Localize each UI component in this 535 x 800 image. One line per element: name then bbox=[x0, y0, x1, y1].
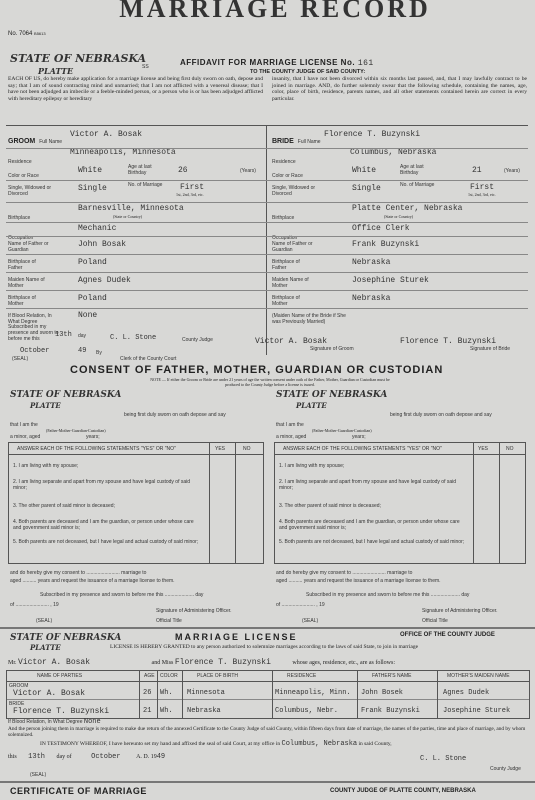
marriage-no-label: No. of Marriage bbox=[400, 182, 435, 188]
row-birth: Minnesota bbox=[187, 689, 225, 697]
row-color: Wh. bbox=[160, 689, 173, 697]
mother-label: Maiden Name of Mother bbox=[272, 277, 309, 289]
yes-header: YES bbox=[478, 446, 489, 452]
subscribed-day: 13th bbox=[55, 331, 72, 339]
birthplace-label: Birthplace bbox=[8, 215, 31, 221]
subscribed-text: Subscribed in my presence and sworn to before me this bbox=[8, 324, 59, 342]
of-text: of bbox=[276, 602, 281, 608]
column-divider bbox=[266, 125, 267, 355]
to-judge: TO THE COUNTY JUDGE OF SAID COUNTY: bbox=[250, 69, 366, 75]
groom-birthplace: Barnesville, Minnesota bbox=[78, 204, 184, 213]
relation-hint: (Father-Mother-Guardian-Custodian) bbox=[46, 428, 106, 433]
row-color: Wh. bbox=[160, 707, 173, 715]
ad-label: A. D. 19 bbox=[136, 754, 157, 760]
minor-aged: a minor, aged bbox=[10, 434, 41, 440]
judge-label: County Judge bbox=[182, 337, 213, 343]
col-color: COLOR bbox=[160, 673, 178, 679]
groom-color: White bbox=[78, 166, 103, 175]
status-label: Single, Widowed or Divorced bbox=[8, 185, 52, 197]
license-state-stamp: STATE OF NEBRASKA bbox=[10, 633, 122, 643]
years-label: (Years) bbox=[240, 168, 256, 174]
sig-groom-label: Signature of Groom bbox=[310, 346, 354, 352]
groom-mother-birthplace: Poland bbox=[78, 294, 107, 303]
sworn-text: being first duly sworn on oath depose and say bbox=[124, 412, 226, 418]
row-age: 26 bbox=[143, 689, 152, 697]
bride-residence: Columbus, Nebraska bbox=[350, 148, 437, 157]
statement-5: 5. Both parents are not deceased, but I have legal and actual custody of said minor; bbox=[13, 539, 199, 545]
license-blood bbox=[8, 719, 101, 725]
age-label: Age at last Birthday bbox=[128, 164, 152, 176]
consent-line: and do hereby give my consent to ........................ marriage to bbox=[276, 570, 413, 576]
mother-birthplace-label: Birthplace of Mother bbox=[8, 295, 36, 307]
testimony-text: IN TESTIMONY WHEREOF, I have hereunto set my hand and affixed the seal of said Court, at my office in bbox=[40, 741, 281, 747]
bride-age: 21 bbox=[472, 166, 482, 175]
bride-color: White bbox=[352, 166, 377, 175]
rule bbox=[6, 290, 528, 291]
license-number: 161 bbox=[357, 59, 374, 68]
full-name-label: Full Name bbox=[39, 139, 63, 145]
no-header: NO bbox=[506, 446, 514, 452]
father-label: Name of Father or Guardian bbox=[272, 241, 313, 253]
county-stamp: PLATTE bbox=[30, 401, 61, 410]
groom-age: 26 bbox=[178, 166, 188, 175]
affidavit-title bbox=[180, 58, 374, 68]
row-line bbox=[7, 699, 529, 700]
this-label: this bbox=[8, 754, 17, 760]
bride-label: BRIDE bbox=[272, 138, 294, 145]
col-line bbox=[182, 671, 183, 718]
rule bbox=[6, 254, 528, 255]
license-return: And the person joining them in marriage is required to make due return of the annexed Certificate to the County Judge of said County, within fifteen days from date of marriage, the names of the parties, time and place of marriage, and by whom solemnized. bbox=[8, 726, 526, 738]
license-office: OFFICE OF THE COUNTY JUDGE bbox=[400, 632, 495, 638]
day-of-label: day of bbox=[56, 754, 72, 760]
marriage-no-sub: 1st, 2nd, 3rd, etc. bbox=[468, 192, 496, 197]
state-stamp: STATE OF NEBRASKA bbox=[10, 52, 147, 65]
marriage-to: marriage to bbox=[387, 570, 413, 576]
seal: (SEAL) bbox=[302, 618, 319, 624]
license-seal: (SEAL) bbox=[30, 772, 47, 778]
subscribed-text: Subscribed in my presence and sworn to before me this bbox=[306, 592, 430, 598]
minor-aged: a minor, aged bbox=[276, 434, 307, 440]
form-code: B5613 bbox=[34, 31, 46, 36]
form-number bbox=[8, 30, 46, 38]
affidavit-title-text: AFFIDAVIT FOR MARRIAGE LICENSE No. bbox=[180, 58, 356, 67]
consent-title: CONSENT OF FATHER, MOTHER, GUARDIAN OR CUSTODIAN bbox=[70, 364, 444, 376]
blood-value: None bbox=[83, 718, 101, 726]
license-table bbox=[6, 670, 530, 719]
rule bbox=[6, 180, 528, 181]
years-text: years; bbox=[352, 434, 366, 440]
official-title: Official Title bbox=[156, 618, 182, 624]
marriage-no-sub: 1st, 2nd, 3rd, etc. bbox=[176, 192, 204, 197]
row-name: Victor A. Bosak bbox=[13, 689, 86, 698]
row-birth: Nebraska bbox=[187, 707, 221, 715]
license-divider bbox=[0, 627, 535, 629]
aged-text: aged bbox=[276, 578, 288, 584]
row-residence: Minneapolis, Minn. bbox=[275, 689, 351, 697]
bride-mother-birthplace: Nebraska bbox=[352, 294, 391, 303]
county-stamp: PLATTE bbox=[296, 401, 327, 410]
groom-blood-relation: None bbox=[78, 311, 98, 320]
by-label: By bbox=[96, 350, 102, 356]
consent-line: and do hereby give my consent to ........................ marriage to bbox=[10, 570, 147, 576]
occupation-label: Occupation bbox=[272, 235, 298, 241]
license-county-stamp: PLATTE bbox=[30, 643, 61, 652]
col-mother: MOTHER'S MAIDEN NAME bbox=[447, 673, 510, 679]
license-granted: LICENSE IS HEREBY GRANTED to any person authorized to solemnize marriages according to the laws of said State, to join in marriage bbox=[110, 644, 419, 650]
row-mother: Agnes Dudek bbox=[443, 689, 490, 697]
row-name: Florence T. Buzynski bbox=[13, 707, 110, 716]
consent-subscribed: Subscribed in my presence and sworn to before me this ..................... day bbox=[40, 592, 204, 598]
father-birthplace-label: Birthplace of Father bbox=[272, 259, 300, 271]
rule bbox=[6, 308, 528, 309]
statement-table bbox=[274, 442, 526, 564]
affidavit-body-right: insanity, that I have not been divorced within six months last passed, and, that I may lawfully contract to be joined in marriage. AND, do further solemnly swear that the following schedule, containing the names, age, color, place of birth, residence, parents names, and all other statements contained herein are correct in every particular. bbox=[272, 76, 527, 102]
color-label: Color or Race bbox=[8, 173, 39, 179]
page-title: MARRIAGE RECORD bbox=[119, 0, 431, 23]
groom-status: Single bbox=[78, 184, 107, 193]
blood-label: If Blood Relation, In What Degree bbox=[8, 313, 52, 325]
father-birthplace-label: Birthplace of Father bbox=[8, 259, 36, 271]
license-parties bbox=[8, 658, 528, 667]
statement-4: 4. Both parents are deceased and I am the guardian, or person under whose care and government said minor is; bbox=[279, 519, 460, 531]
row-line bbox=[7, 681, 529, 682]
form-no: No. 7064 bbox=[8, 31, 33, 37]
col-father: FATHER'S NAME bbox=[372, 673, 412, 679]
col-name: NAME OF PARTIES bbox=[37, 673, 83, 679]
license-month: October bbox=[91, 753, 121, 761]
years-label: (Years) bbox=[504, 168, 520, 174]
relation-hint: (Father-Mother-Guardian-Custodian) bbox=[312, 428, 372, 433]
yes-header: YES bbox=[215, 446, 226, 452]
col-line bbox=[437, 671, 438, 718]
row-residence: Columbus, Nebr. bbox=[275, 707, 339, 715]
row-line bbox=[9, 454, 263, 455]
col-line bbox=[235, 443, 236, 563]
statement-3: 3. The other parent of said minor is deceased; bbox=[279, 503, 381, 509]
row-father: John Bosek bbox=[361, 689, 404, 697]
bride-status: Single bbox=[352, 184, 381, 193]
request-text: years and request the issuance of a marriage license to them. bbox=[37, 578, 175, 584]
col-residence: RESIDENCE bbox=[287, 673, 317, 679]
full-name-label: Full Name bbox=[297, 139, 321, 145]
col-line bbox=[499, 443, 500, 563]
mr-label: Mr. bbox=[8, 660, 17, 666]
statement-1: 1. I am living with my spouse; bbox=[279, 463, 345, 469]
col-line bbox=[209, 443, 210, 563]
license-year: 49 bbox=[156, 753, 166, 761]
status-label: Single, Widowed or Divorced bbox=[272, 185, 316, 197]
that-i-am: that I am the bbox=[10, 422, 38, 428]
statement-table bbox=[8, 442, 264, 564]
subscribed-year: 49 bbox=[78, 347, 87, 355]
license-judge-sig: C. L. Stone bbox=[420, 755, 467, 763]
groom-occupation: Mechanic bbox=[78, 224, 117, 233]
row-mother: Josephine Sturek bbox=[443, 707, 511, 715]
marriage-no-label: No. of Marriage bbox=[128, 182, 163, 188]
aged-line: aged .......... years and request the issuance of a marriage license to them. bbox=[276, 578, 441, 584]
admin-sig: Signature of Administering Officer. bbox=[422, 608, 498, 614]
rule bbox=[6, 148, 528, 149]
no-header: NO bbox=[243, 446, 251, 452]
of-text: of bbox=[10, 602, 15, 608]
consent-note: NOTE — If either the Groom or Bride are under 21 years of age the written consent under oath of the Father, Mother, Guardian or Custodian must be produced to the County Judge before a license is issued. bbox=[150, 377, 390, 387]
birthplace-label: Birthplace bbox=[272, 215, 295, 221]
subscribed-text: Subscribed in my presence and sworn to before me this bbox=[40, 592, 164, 598]
clerk-label: Clerk of the County Court bbox=[120, 356, 177, 362]
in-said-county: in said County, bbox=[358, 741, 392, 747]
nineteen-text: 19 bbox=[319, 602, 325, 608]
table-header: ANSWER EACH OF THE FOLLOWING STATEMENTS "YES" OR "NO" bbox=[283, 446, 442, 452]
day-text: day bbox=[461, 592, 470, 598]
bride-name: Florence T. Buzynski bbox=[324, 130, 421, 139]
statement-2: 2. I am living separate and apart from my spouse and have legal custody of said minor; bbox=[13, 479, 191, 491]
groom-residence: Minneapolis, Minnesota bbox=[70, 148, 176, 157]
ss-mark: SS bbox=[142, 64, 149, 70]
col-line bbox=[139, 671, 140, 718]
affidavit-body-left: EACH OF US, do hereby make application for a marriage license and being first duly sworn on oath, depose and say; that I am of sound contracting mind and unmarried; that I am not afflicted with a venereal disease; that I have not been adjudged an imbecile or a feeble-minded person, or a person who is or has been adjudged afflicted with hereditary epilepsy or hereditary bbox=[8, 76, 263, 102]
groom-signature: Victor A. Bosak bbox=[255, 337, 328, 346]
consent-date: of ........................ , 19 bbox=[10, 602, 59, 608]
groom-label: GROOM bbox=[8, 138, 36, 145]
state-country-hint: (State or Country) bbox=[113, 214, 143, 219]
license-groom: Victor A. Bosak bbox=[18, 658, 91, 667]
col-birth: PLACE OF BIRTH bbox=[197, 673, 239, 679]
bride-birthplace: Platte Center, Nebraska bbox=[352, 204, 463, 213]
bride-mother: Josephine Sturek bbox=[352, 276, 429, 285]
certificate-divider bbox=[0, 781, 535, 783]
occupation-label: Occupation bbox=[8, 235, 34, 241]
residence-label: Residence bbox=[8, 159, 32, 165]
bride-father: Frank Buzynski bbox=[352, 240, 420, 249]
license-day: 13th bbox=[28, 753, 45, 761]
day-text: day bbox=[195, 592, 204, 598]
nineteen-text: 19 bbox=[53, 602, 59, 608]
request-text: years and request the issuance of a marriage license to them. bbox=[303, 578, 441, 584]
state-country-hint: (State or Country) bbox=[384, 214, 414, 219]
bride-section bbox=[272, 128, 527, 356]
row-role: BRIDE bbox=[9, 701, 25, 707]
sworn-text: being first duly sworn on oath depose and say bbox=[390, 412, 492, 418]
years-text: years; bbox=[86, 434, 100, 440]
rule bbox=[6, 236, 528, 237]
row-role: GROOM bbox=[9, 683, 29, 689]
row-age: 21 bbox=[143, 707, 152, 715]
statement-5: 5. Both parents are not deceased, but I have legal and actual custody of said minor; bbox=[279, 539, 465, 545]
state-stamp: STATE OF NEBRASKA bbox=[276, 390, 388, 400]
official-title: Official Title bbox=[422, 618, 448, 624]
residence-label: Residence bbox=[272, 159, 296, 165]
groom-father: John Bosak bbox=[78, 240, 127, 249]
age-label: Age at last Birthday bbox=[400, 164, 424, 176]
marriage-to: marriage to bbox=[121, 570, 147, 576]
certificate-court: COUNTY JUDGE OF PLATTE COUNTY, NEBRASKA bbox=[330, 788, 476, 794]
groom-mother: Agnes Dudek bbox=[78, 276, 131, 285]
statement-2: 2. I am living separate and apart from my spouse and have legal custody of said minor; bbox=[279, 479, 457, 491]
aged-text: aged bbox=[10, 578, 22, 584]
table-header: ANSWER EACH OF THE FOLLOWING STATEMENTS "YES" OR "NO" bbox=[17, 446, 176, 452]
consent-date: of ........................ , 19 bbox=[276, 602, 325, 608]
license-bride: Florence T. Buzynski bbox=[174, 658, 271, 667]
office-city: Columbus, Nebraska bbox=[281, 740, 358, 748]
bride-marriage-no: First bbox=[470, 183, 495, 192]
rule bbox=[6, 222, 528, 223]
col-age: AGE bbox=[144, 673, 155, 679]
county-stamp: PLATTE bbox=[38, 66, 74, 76]
license-date bbox=[8, 753, 308, 761]
mother-label: Maiden Name of Mother bbox=[8, 277, 45, 289]
col-line bbox=[357, 671, 358, 718]
bride-prev-label: (Maiden Name of the Bride if She was Previously Married) bbox=[272, 313, 346, 325]
rule bbox=[6, 272, 528, 273]
rule bbox=[6, 202, 528, 203]
statement-4: 4. Both parents are deceased and I am the guardian, or person under whose care and government said minor is; bbox=[13, 519, 194, 531]
row-father: Frank Buzynski bbox=[361, 707, 420, 715]
bride-signature: Florence T. Buzynski bbox=[400, 337, 497, 346]
that-i-am: that I am the bbox=[276, 422, 304, 428]
whose-label: whose ages, residence, etc., are as follows: bbox=[292, 660, 396, 666]
groom-name: Victor A. Bosak bbox=[70, 130, 143, 139]
divider bbox=[6, 125, 528, 126]
statement-1: 1. I am living with my spouse; bbox=[13, 463, 79, 469]
license-judge-label: County Judge bbox=[490, 766, 521, 772]
admin-sig: Signature of Administering Officer. bbox=[156, 608, 232, 614]
bride-occupation: Office Clerk bbox=[352, 224, 410, 233]
blood-label: If Blood Relation, In What Degree bbox=[8, 719, 83, 725]
sig-bride-label: Signature of Bride bbox=[470, 346, 511, 352]
groom-marriage-no: First bbox=[180, 183, 205, 192]
judge-sig: C. L. Stone bbox=[110, 334, 157, 342]
license-testimony bbox=[40, 740, 530, 748]
license-title: MARRIAGE LICENSE bbox=[175, 632, 298, 642]
row-line bbox=[275, 454, 525, 455]
day-label: day bbox=[78, 333, 87, 339]
consent-line-text: and do hereby give my consent to bbox=[10, 570, 86, 576]
certificate-title: CERTIFICATE OF MARRIAGE bbox=[10, 786, 147, 796]
subscribed-month: October bbox=[20, 347, 50, 355]
groom-section bbox=[8, 128, 263, 356]
state-stamp: STATE OF NEBRASKA bbox=[10, 390, 122, 400]
statement-3: 3. The other parent of said minor is deceased; bbox=[13, 503, 115, 509]
father-label: Name of Father or Guardian bbox=[8, 241, 49, 253]
aged-line: aged .......... years and request the issuance of a marriage license to them. bbox=[10, 578, 175, 584]
consent-line-text: and do hereby give my consent to bbox=[276, 570, 352, 576]
mother-birthplace-label: Birthplace of Mother bbox=[272, 295, 300, 307]
col-line bbox=[272, 671, 273, 718]
color-label: Color or Race bbox=[272, 173, 303, 179]
groom-father-birthplace: Poland bbox=[78, 258, 107, 267]
bride-father-birthplace: Nebraska bbox=[352, 258, 391, 267]
seal-label: (SEAL) bbox=[12, 356, 29, 362]
and-miss-label: and Miss bbox=[151, 660, 174, 666]
consent-subscribed: Subscribed in my presence and sworn to before me this ..................... day bbox=[306, 592, 470, 598]
seal: (SEAL) bbox=[36, 618, 53, 624]
col-line bbox=[473, 443, 474, 563]
col-line bbox=[157, 671, 158, 718]
